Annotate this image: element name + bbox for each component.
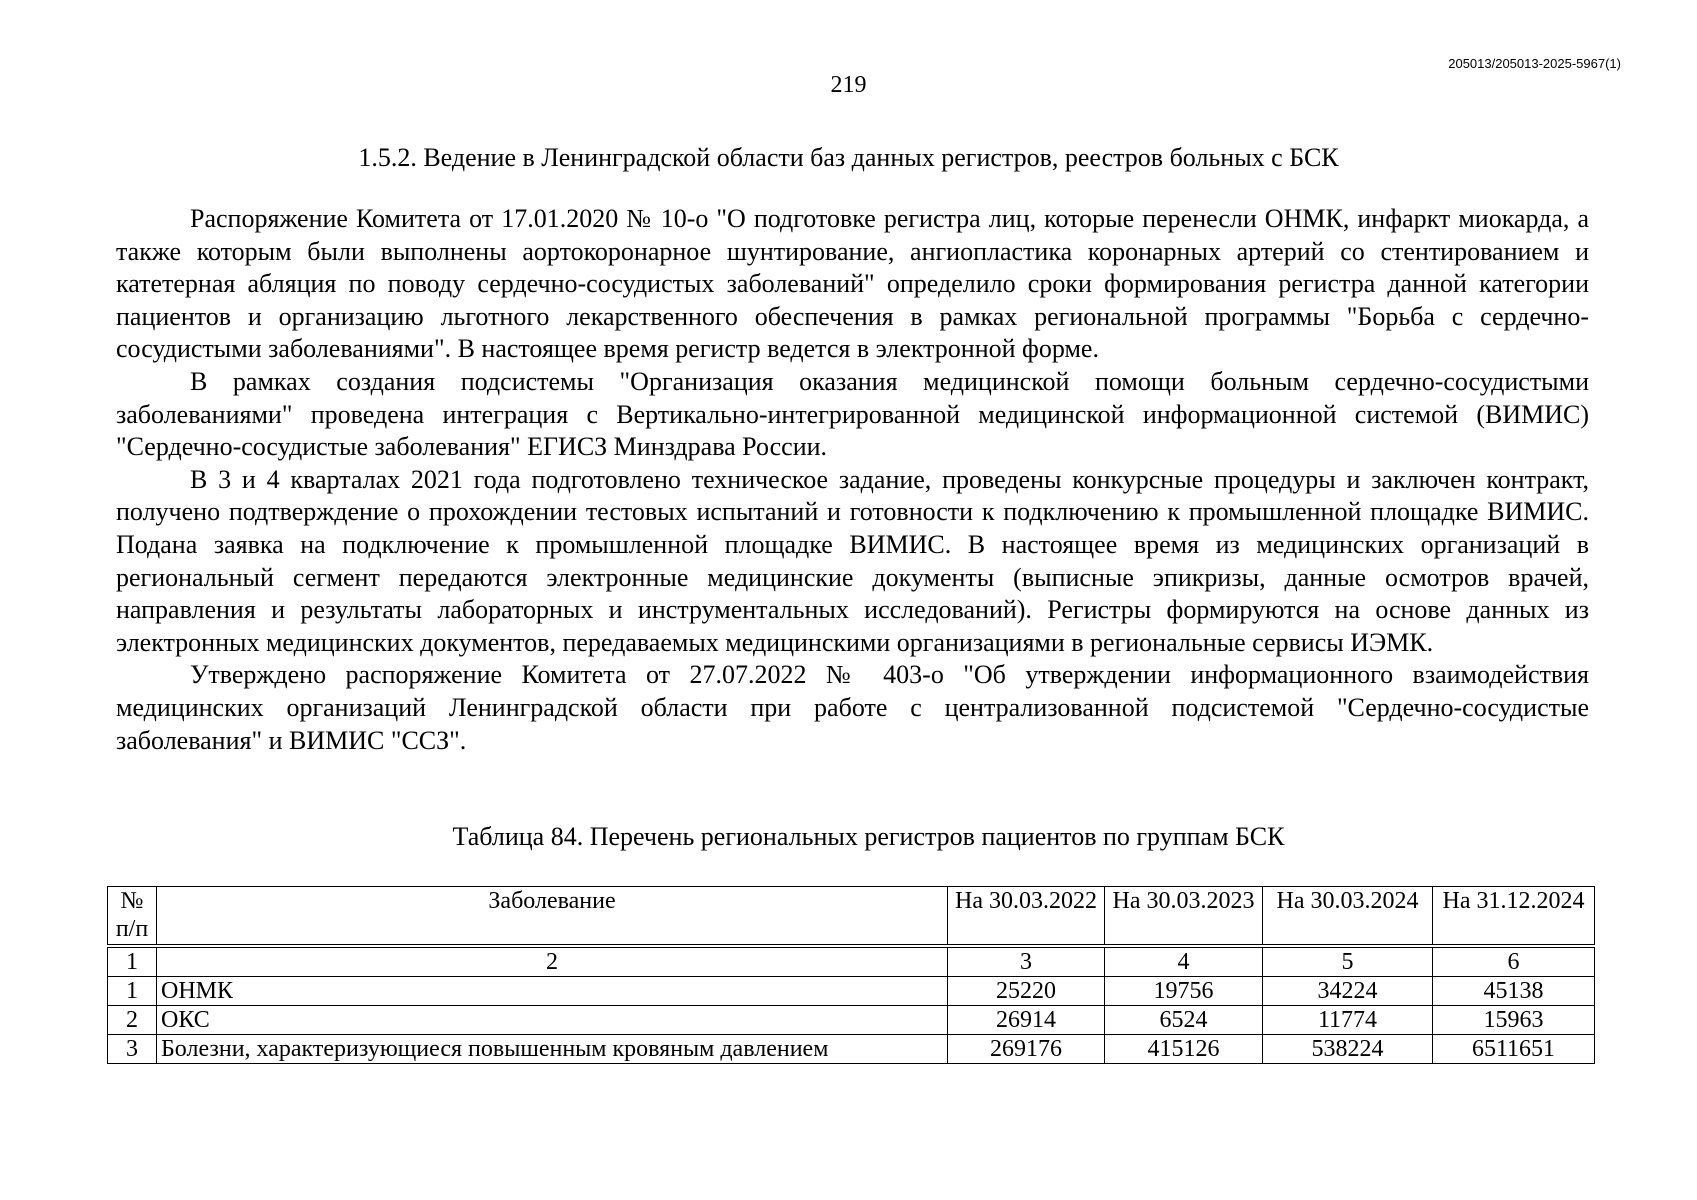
row-value: 19756 [1105, 977, 1263, 1006]
row-disease: ОНМК [157, 977, 948, 1006]
row-value: 26914 [948, 1006, 1105, 1035]
section-heading: 1.5.2. Ведение в Ленинградской области баз данных регистров, реестров больных с БСК [358, 143, 1339, 172]
registry-table [107, 886, 1595, 1064]
registry-table-wrap [107, 886, 1594, 1064]
header-date-2: На 30.03.2023 [1105, 887, 1263, 945]
table-row [108, 977, 1595, 1006]
row-value: 15963 [1433, 1006, 1595, 1035]
table-row [108, 1035, 1595, 1064]
row-num: 3 [108, 1035, 157, 1064]
body-text [116, 203, 1589, 757]
row-value: 538224 [1263, 1035, 1433, 1064]
row-value: 11774 [1263, 1006, 1433, 1035]
row-value: 6511651 [1433, 1035, 1595, 1064]
column-number: 4 [1105, 948, 1263, 977]
column-number: 5 [1263, 948, 1433, 977]
row-value: 269176 [948, 1035, 1105, 1064]
column-number: 3 [948, 948, 1105, 977]
header-date-3: На 30.03.2024 [1263, 887, 1433, 945]
row-value: 25220 [948, 977, 1105, 1006]
header-disease: Заболевание [157, 887, 948, 945]
page-number: 219 [830, 72, 867, 98]
row-value: 34224 [1263, 977, 1433, 1006]
document-id: 205013/205013-2025-5967(1) [1448, 56, 1621, 71]
paragraph: В рамках создания подсистемы "Организация оказания медицинской помощи больным сердечно-сосудистыми заболеваниями" проведена интеграция с Вертикально-интегрированной медицинской информационной системой (ВИМИС) "Сердечно-сосудистые заболевания" ЕГИСЗ Минздрава России. [116, 366, 1589, 462]
paragraph: В 3 и 4 кварталах 2021 года подготовлено техническое задание, проведены конкурсные процедуры и заключен контракт, получено подтверждение о прохождении тестовых испытаний и готовности к подключению к промышленной площадке ВИМИС. Подана заявка на подключение к промышленной площадке ВИМИС. В настоящее время из медицинских организаций в региональный сегмент передаются электронные медицинские документы (выписные эпикризы, данные осмотров врачей, направления и результаты лабораторных и инструментальных исследований). Регистры формируются на основе данных из электронных медицинских документов, передаваемых медицинскими организациями в региональные сервисы ИЭМК. [116, 464, 1589, 657]
row-value: 45138 [1433, 977, 1595, 1006]
column-number: 2 [157, 948, 948, 977]
header-num: № п/п [108, 887, 157, 945]
row-value: 415126 [1105, 1035, 1263, 1064]
column-number: 1 [108, 948, 157, 977]
header-date-4: На 31.12.2024 [1433, 887, 1595, 945]
table-caption: Таблица 84. Перечень региональных регистров пациентов по группам БСК [452, 822, 1285, 851]
column-number: 6 [1433, 948, 1595, 977]
row-disease: Болезни, характеризующиеся повышенным кровяным давлением [157, 1035, 948, 1064]
row-disease: ОКС [157, 1006, 948, 1035]
paragraph: Утверждено распоряжение Комитета от 27.07.2022 № 403-о "Об утверждении информационного взаимодействия медицинских организаций Ленинградской области при работе с централизованной подсистемой "Сердечно-сосудистые заболевания" и ВИМИС "ССЗ". [116, 660, 1589, 755]
table-header-row [108, 887, 1595, 945]
table-row [108, 1006, 1595, 1035]
paragraph: Распоряжение Комитета от 17.01.2020 № 10-о "О подготовке регистра лиц, которые перенесли ОНМК, инфаркт миокарда, а также которым были выполнены аортокоронарное шунтирование, ангиопластика коронарных артерий со стентированием и катетерная абляция по поводу сердечно-сосудистых заболеваний" определило сроки формирования регистра данной категории пациентов и организацию льготного лекарственного обеспечения в рамках региональной программы "Борьба с сердечно-сосудистыми заболеваниями". В настоящее время регистр ведется в электронной форме. [116, 204, 1589, 364]
row-num: 2 [108, 1006, 157, 1035]
header-date-1: На 30.03.2022 [948, 887, 1105, 945]
row-value: 6524 [1105, 1006, 1263, 1035]
column-number-row [108, 948, 1595, 977]
row-num: 1 [108, 977, 157, 1006]
